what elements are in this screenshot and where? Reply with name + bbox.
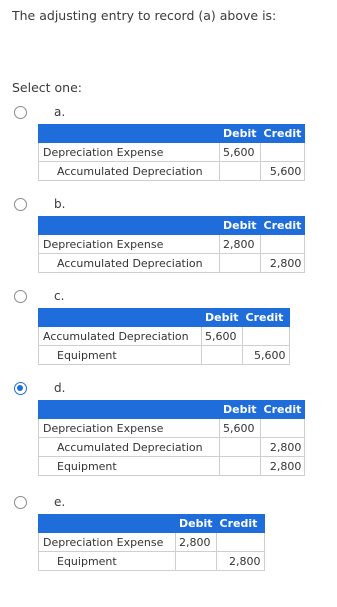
- debit-header: Debit: [202, 309, 243, 327]
- debit-header: Debit: [176, 515, 217, 533]
- credit-cell: 2,800: [260, 254, 305, 273]
- debit-cell: 2,800: [176, 533, 217, 552]
- account-cell: Equipment: [39, 346, 202, 365]
- debit-header: Debit: [220, 401, 261, 419]
- account-cell: Depreciation Expense: [39, 533, 176, 552]
- debit-cell: [176, 552, 217, 571]
- question-text: The adjusting entry to record (a) above is:: [12, 8, 277, 23]
- option-b-table: [38, 216, 305, 273]
- credit-cell: [260, 235, 305, 254]
- account-cell: Depreciation Expense: [39, 235, 220, 254]
- debit-header: Debit: [220, 217, 261, 235]
- table-row: [39, 235, 305, 254]
- option-c-table: [38, 308, 290, 365]
- credit-header: Credit: [216, 515, 264, 533]
- table-header-row: [39, 515, 265, 533]
- account-cell: Accumulated Depreciation: [39, 162, 220, 181]
- account-cell: Depreciation Expense: [39, 143, 220, 162]
- debit-cell: [220, 254, 261, 273]
- account-cell: Accumulated Depreciation: [39, 438, 220, 457]
- debit-cell: 5,600: [220, 419, 261, 438]
- table-row: [39, 254, 305, 273]
- credit-cell: [260, 143, 305, 162]
- credit-header: Credit: [260, 125, 305, 143]
- option-d-table: [38, 400, 305, 476]
- credit-cell: 5,600: [242, 346, 289, 365]
- table-row: [39, 162, 305, 181]
- option-c-letter: c.: [54, 289, 65, 303]
- table-row: [39, 552, 265, 571]
- account-cell: Depreciation Expense: [39, 419, 220, 438]
- credit-cell: 2,800: [260, 457, 305, 476]
- option-e-radio[interactable]: [14, 496, 27, 509]
- account-cell: Equipment: [39, 457, 220, 476]
- option-a-radio[interactable]: [14, 106, 27, 119]
- debit-cell: [220, 457, 261, 476]
- account-cell: Accumulated Depreciation: [39, 254, 220, 273]
- credit-cell: 5,600: [260, 162, 305, 181]
- account-cell: Equipment: [39, 552, 176, 571]
- table-row: [39, 346, 290, 365]
- credit-header: Credit: [260, 401, 305, 419]
- option-d-letter: d.: [54, 381, 66, 395]
- option-e-letter: e.: [54, 495, 66, 509]
- account-cell: Accumulated Depreciation: [39, 327, 202, 346]
- table-header-row: [39, 217, 305, 235]
- credit-cell: [242, 327, 289, 346]
- option-e-table: [38, 514, 265, 571]
- table-row: [39, 143, 305, 162]
- debit-cell: 5,600: [220, 143, 261, 162]
- credit-header: Credit: [260, 217, 305, 235]
- debit-cell: 5,600: [202, 327, 243, 346]
- table-header-row: [39, 401, 305, 419]
- option-c-radio[interactable]: [14, 290, 27, 303]
- option-b-radio[interactable]: [14, 198, 27, 211]
- debit-cell: [220, 162, 261, 181]
- table-header-row: [39, 309, 290, 327]
- table-row: [39, 533, 265, 552]
- credit-header: Credit: [242, 309, 289, 327]
- debit-cell: [220, 438, 261, 457]
- table-header-row: [39, 125, 305, 143]
- option-a-letter: a.: [54, 105, 66, 119]
- option-d-radio[interactable]: [14, 382, 27, 395]
- option-a-table: [38, 124, 305, 181]
- table-row: [39, 419, 305, 438]
- credit-cell: 2,800: [216, 552, 264, 571]
- select-one-label: Select one:: [12, 80, 83, 95]
- debit-header: Debit: [220, 125, 261, 143]
- option-b-letter: b.: [54, 197, 66, 211]
- credit-cell: [216, 533, 264, 552]
- credit-cell: 2,800: [260, 438, 305, 457]
- debit-cell: [202, 346, 243, 365]
- table-row: [39, 457, 305, 476]
- credit-cell: [260, 419, 305, 438]
- table-row: [39, 438, 305, 457]
- debit-cell: 2,800: [220, 235, 261, 254]
- table-row: [39, 327, 290, 346]
